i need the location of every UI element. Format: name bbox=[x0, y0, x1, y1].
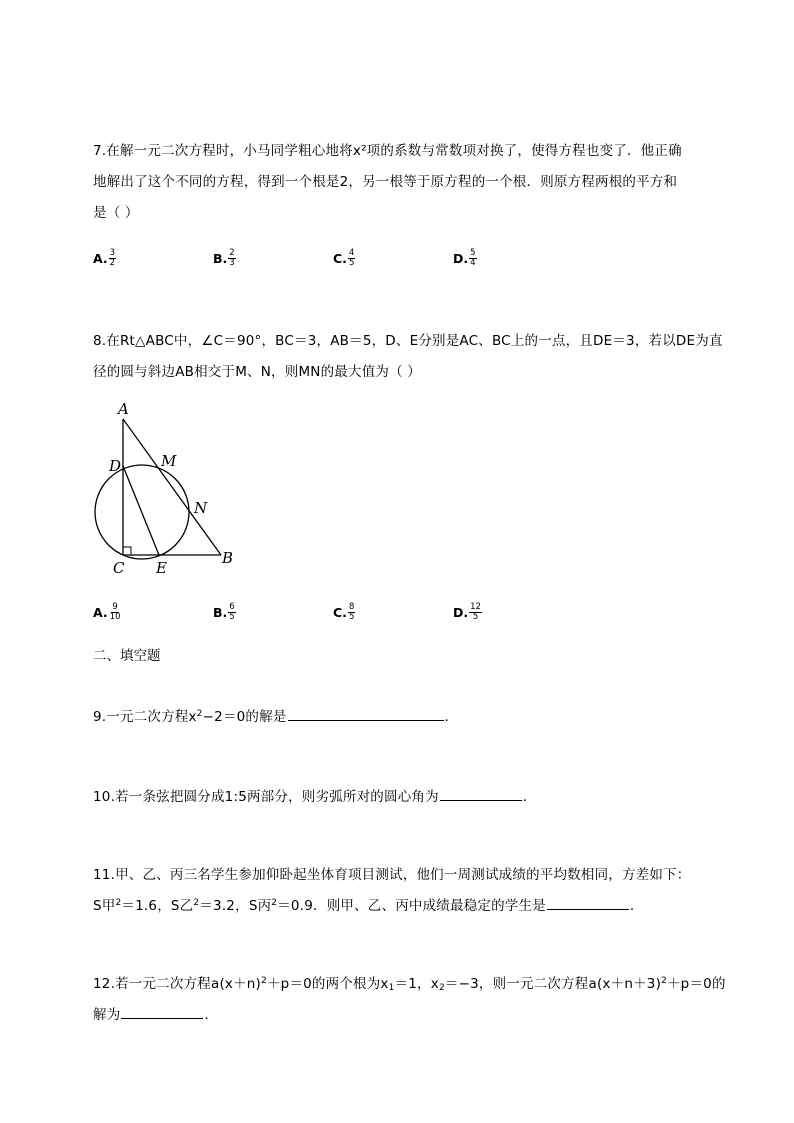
fraction: $\frac{6}{5}$ bbox=[229, 601, 235, 622]
fraction: $\frac{8}{5}$ bbox=[348, 601, 355, 622]
section-title: 二、填空题 bbox=[93, 648, 161, 664]
label-d: D bbox=[109, 457, 122, 475]
fraction: $\frac{12}{5}$ bbox=[470, 601, 481, 622]
q7-line2: 地解出了这个不同的方程，得到一个根是2，另一根等于原方程的一个根．则原方程两根的平方和 bbox=[93, 174, 678, 190]
label-c: C bbox=[113, 559, 125, 577]
segment-de bbox=[123, 466, 159, 555]
q12-line1: 12.若一元二次方程$a(x+n)^2+p=0$的两个根为$x_1=1$，$x_2=-3$，则一元二次方程$a(x+n+3)^2+p=0$的 bbox=[93, 976, 726, 993]
label-n: N bbox=[194, 499, 208, 517]
q10-answer-blank[interactable] bbox=[440, 785, 522, 801]
q7-text bbox=[93, 136, 715, 229]
q8-geometry-figure bbox=[90, 397, 240, 577]
fraction: $\frac{2}{3}$ bbox=[229, 247, 235, 268]
q9-text: 9.一元二次方程$x^2-2=0$的解是 ． bbox=[93, 702, 715, 733]
q8-option-d[interactable]: D. $\frac{12}{5}$ bbox=[453, 601, 481, 622]
q7-option-a[interactable]: A. $\frac{3}{2}$ bbox=[93, 247, 116, 268]
q10-text: 10.若一条弦把圆分成1:5两部分，则劣弧所对的圆心角为 ． bbox=[93, 782, 715, 813]
q9-answer-blank[interactable] bbox=[288, 705, 444, 721]
q8-options bbox=[93, 600, 573, 624]
q7-line1: 7.在解一元二次方程时，小马同学粗心地将x²项的系数与常数项对换了，使得方程也变了．他正确 bbox=[93, 143, 682, 159]
q12-text bbox=[93, 969, 726, 1031]
q7-option-c[interactable]: C. $\frac{4}{5}$ bbox=[333, 247, 355, 268]
q7-option-b[interactable]: B. $\frac{2}{3}$ bbox=[213, 247, 235, 268]
q11-line1: 11.甲、乙、丙三名学生参加仰卧起坐体育项目测试，他们一周测试成绩的平均数相同，方差如下： bbox=[93, 867, 691, 883]
q7-line3: 是（ ） bbox=[93, 205, 139, 221]
q11-line2: S甲$^2$＝1.6，S乙$^2$＝3.2，S丙$^2$＝0.9．则甲、乙、丙中成绩最稳定的学生是 ． bbox=[93, 891, 715, 922]
fraction: $\frac{9}{10}$ bbox=[109, 601, 121, 622]
label-e: E bbox=[156, 559, 167, 577]
q7-option-d[interactable]: D. $\frac{5}{4}$ bbox=[453, 247, 476, 268]
q8-line2: 径的圆与斜边AB相交于M、N，则MN的最大值为（ ） bbox=[93, 364, 421, 380]
right-angle-mark bbox=[123, 547, 131, 555]
q12-answer-blank[interactable] bbox=[121, 1003, 203, 1019]
q8-option-b[interactable]: B. $\frac{6}{5}$ bbox=[213, 601, 235, 622]
label-b: B bbox=[222, 549, 234, 567]
label-a: A bbox=[118, 400, 129, 418]
q8-option-a[interactable]: A. $\frac{9}{10}$ bbox=[93, 601, 121, 622]
q11-answer-blank[interactable] bbox=[547, 894, 629, 910]
segment-ab bbox=[123, 419, 221, 555]
label-m: M bbox=[161, 452, 177, 470]
q8-line1: 8.在Rt△ABC中，∠C＝90°，BC＝3，AB＝5，D、E分别是AC、BC上的一点，且DE＝3，若以DE为直 bbox=[93, 333, 723, 349]
fraction: $\frac{3}{2}$ bbox=[109, 247, 116, 268]
fraction: $\frac{5}{4}$ bbox=[470, 247, 476, 268]
fraction: $\frac{4}{5}$ bbox=[348, 247, 355, 268]
q8-option-c[interactable]: C. $\frac{8}{5}$ bbox=[333, 601, 355, 622]
q7-options bbox=[93, 246, 573, 270]
q8-text bbox=[93, 326, 723, 388]
q12-line2: 解为 ． bbox=[93, 1000, 715, 1031]
q11-text bbox=[93, 860, 715, 922]
